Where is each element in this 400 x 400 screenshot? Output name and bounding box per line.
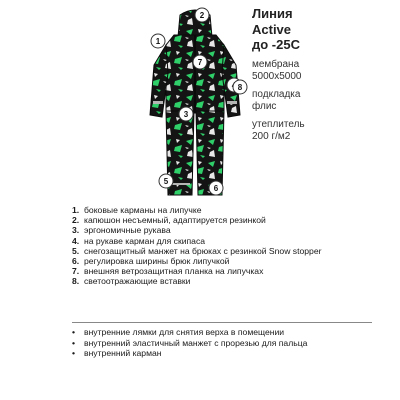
specs-panel — [252, 6, 392, 143]
spec-label: мембрана — [252, 58, 300, 70]
callout-number: 5 — [163, 177, 169, 186]
feature-item — [72, 225, 392, 235]
feature-number: 3. — [72, 225, 80, 236]
title-line: Active — [252, 21, 292, 37]
feature-number: 5. — [72, 245, 80, 256]
feature-number: 1. — [72, 205, 80, 215]
callout-8 — [233, 80, 247, 94]
spec-lining — [252, 89, 392, 113]
spec-membrane — [252, 59, 392, 83]
extra-item — [72, 338, 392, 349]
extra-text: внутренний эластичный манжет с прорезью для пальца — [84, 337, 308, 348]
callout-7 — [193, 55, 207, 69]
spec-value: флис — [252, 100, 277, 112]
feature-text: регулировка ширины брюк липучкой — [84, 256, 230, 267]
feature-item — [72, 246, 392, 256]
spec-value: 5000х5000 — [252, 70, 302, 82]
reflective-stripe — [227, 101, 237, 104]
callout-number: 7 — [197, 58, 203, 67]
callout-6 — [209, 181, 223, 195]
callout-2 — [195, 8, 209, 22]
extra-item — [72, 348, 392, 359]
feature-item — [72, 276, 392, 286]
extra-item — [72, 327, 392, 338]
feature-number: 8. — [72, 276, 80, 287]
feature-item — [72, 205, 392, 215]
extra-text: внутренние лямки для снятия верха в помещении — [84, 327, 285, 337]
feature-number: 4. — [72, 235, 80, 246]
bullet-icon: • — [72, 337, 76, 348]
callout-number: 1 — [155, 37, 161, 46]
specs-title — [252, 6, 392, 53]
feature-item — [72, 236, 392, 246]
left-sleeve-shape — [150, 45, 168, 117]
feature-item — [72, 256, 392, 266]
title-line: Линия — [252, 6, 293, 21]
bullet-icon: • — [72, 348, 76, 358]
callout-number: 2 — [199, 11, 205, 20]
feature-text: внешняя ветрозащитная планка на липучках — [84, 266, 264, 277]
title-line: до -25С — [252, 37, 300, 52]
spec-label: утеплитель — [252, 118, 305, 130]
spec-label: подкладка — [252, 88, 301, 100]
callout-number: 8 — [237, 83, 243, 92]
feature-text: эргономичные рукава — [84, 225, 171, 236]
callout-number: 3 — [183, 110, 189, 119]
feature-text: светоотражающие вставки — [84, 276, 191, 287]
callout-number: 6 — [213, 184, 219, 193]
feature-number: 7. — [72, 266, 80, 277]
extra-text: внутренний карман — [84, 348, 162, 358]
snowsuit-illustration — [140, 5, 250, 201]
feature-number: 2. — [72, 215, 80, 226]
bullet-icon: • — [72, 327, 76, 337]
feature-item — [72, 215, 392, 225]
feature-text: капюшон несъемный, адаптируется резинкой — [84, 215, 266, 226]
section-divider — [72, 322, 372, 323]
extras-list — [72, 327, 392, 359]
feature-text: боковые карманы на липучке — [84, 205, 202, 215]
feature-item — [72, 266, 392, 276]
feature-text: снегозащитный манжет на брюках с резинкой Snow stopper — [84, 245, 322, 256]
feature-text: на рукаве карман для скипаса — [84, 235, 206, 246]
callout-5 — [159, 174, 173, 188]
features-list — [72, 205, 392, 287]
feature-number: 6. — [72, 256, 80, 267]
reflective-stripe — [153, 101, 163, 104]
spec-value: 200 г/м2 — [252, 130, 291, 142]
callout-3 — [179, 107, 193, 121]
spec-insulation — [252, 119, 392, 143]
callout-1 — [151, 34, 165, 48]
